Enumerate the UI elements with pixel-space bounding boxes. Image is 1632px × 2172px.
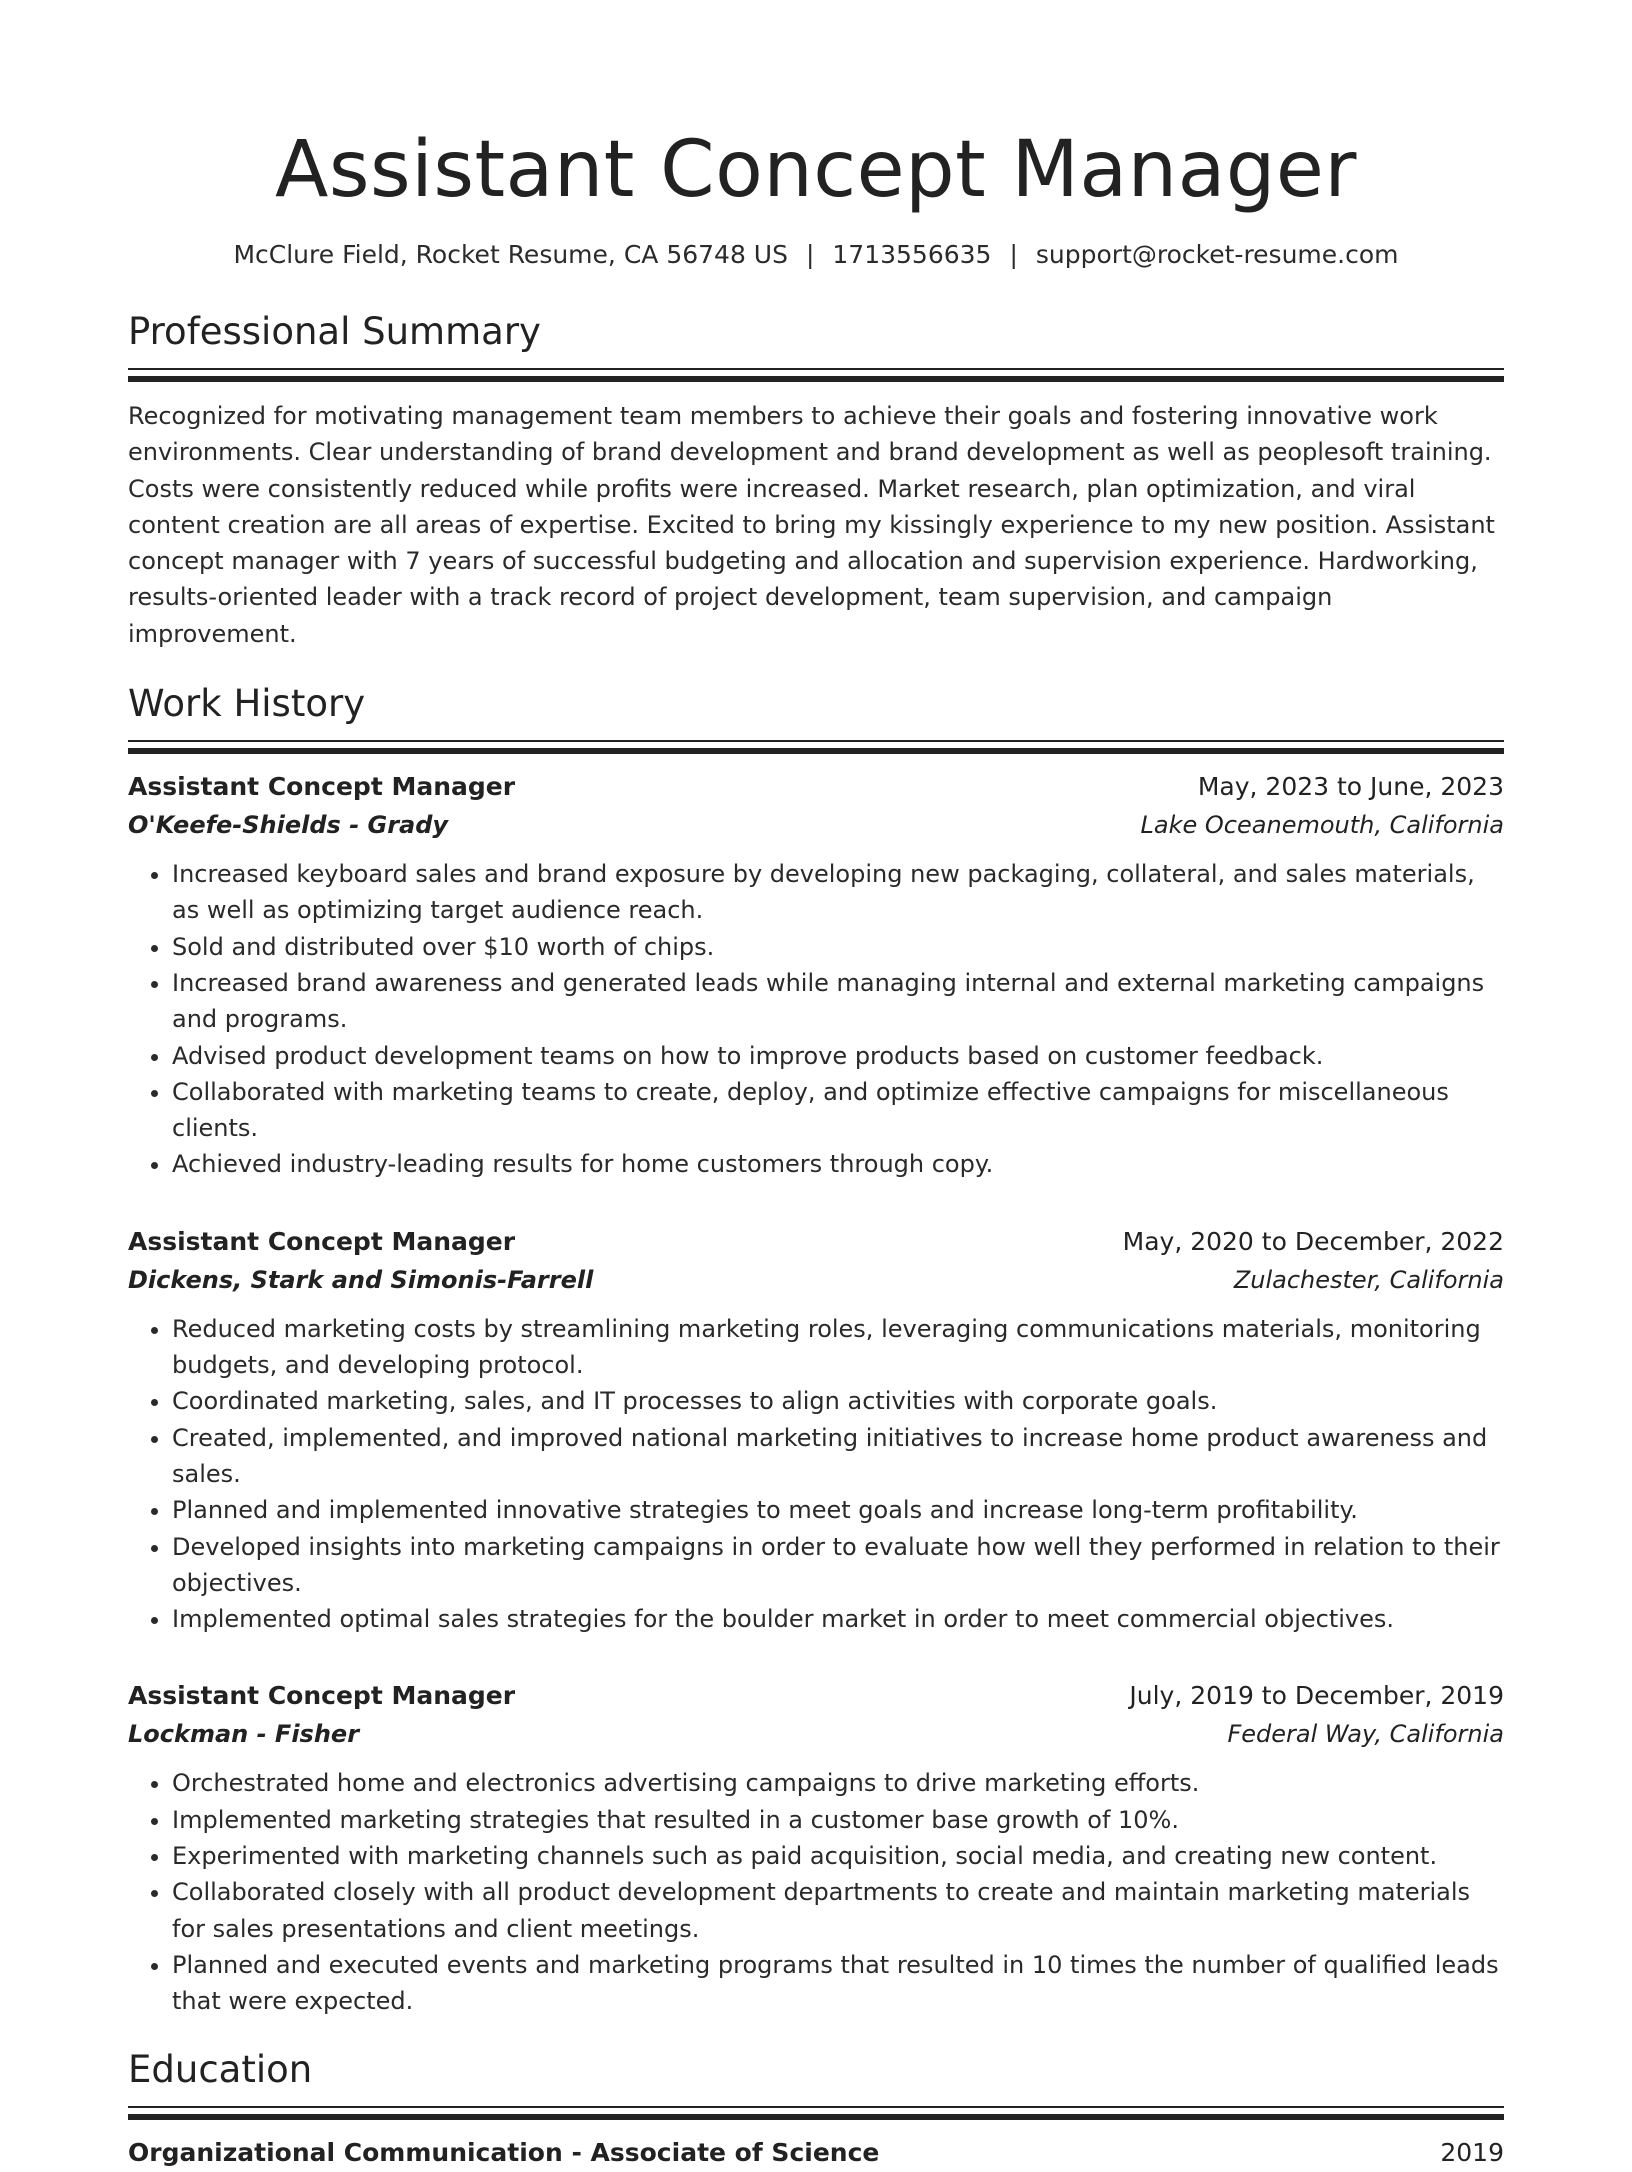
contact-address: McClure Field, Rocket Resume, CA 56748 US <box>233 240 788 269</box>
job-bullet: • Increased keyboard sales and brand exposure by developing new packaging, collateral, and sales materials, as well as optimizing target audience reach. <box>172 856 1504 929</box>
job-dates: May, 2020 to December, 2022 <box>1122 1226 1504 1256</box>
contact-separator: | <box>805 240 815 269</box>
job-bullet: • Reduced marketing costs by streamlining marketing roles, leveraging communications materials, monitoring budgets, and developing protocol. <box>172 1311 1504 1384</box>
job-entry <box>128 1223 1504 1638</box>
job-bullets <box>128 1311 1504 1638</box>
job-bullet: • Developed insights into marketing campaigns in order to evaluate how well they performed in relation to their objectives. <box>172 1529 1504 1602</box>
job-company: Dickens, Stark and Simonis-Farrell <box>128 1265 594 1294</box>
job-title: Assistant Concept Manager <box>128 1681 516 1711</box>
job-location: Federal Way, California <box>1227 1720 1504 1749</box>
education-year: 2019 <box>1440 2137 1504 2167</box>
job-company: O'Keefe-Shields - Grady <box>128 811 449 840</box>
job-bullet: • Increased brand awareness and generated leads while managing internal and external marketing campaigns and programs. <box>172 965 1504 1038</box>
job-entry <box>128 1677 1504 2019</box>
education-section <box>128 2046 1504 2172</box>
job-bullet: • Sold and distributed over $10 worth of chips. <box>172 929 1504 965</box>
summary-section <box>128 308 1504 652</box>
job-bullet: • Created, implemented, and improved national marketing initiatives to increase home product awareness and sales. <box>172 1420 1504 1493</box>
section-divider <box>128 740 1504 754</box>
job-bullet: • Orchestrated home and electronics advertising campaigns to drive marketing efforts. <box>172 1765 1504 1801</box>
education-entry <box>128 2134 1504 2172</box>
job-dates: July, 2019 to December, 2019 <box>1129 1681 1504 1711</box>
section-divider <box>128 368 1504 382</box>
job-bullets <box>128 1765 1504 2019</box>
job-bullets <box>128 856 1504 1183</box>
section-divider <box>128 2106 1504 2120</box>
education-degree: Organizational Communication - Associate of Science <box>128 2137 880 2167</box>
job-location: Zulachester, California <box>1233 1265 1504 1294</box>
work-history-heading: Work History <box>128 682 366 726</box>
work-history-section <box>128 680 1504 2019</box>
job-bullet: • Experimented with marketing channels such as paid acquisition, social media, and creating new content. <box>172 1838 1504 1874</box>
job-title: Assistant Concept Manager <box>128 1226 516 1256</box>
education-heading: Education <box>128 2047 313 2091</box>
job-location: Lake Oceanemouth, California <box>1140 811 1504 840</box>
summary-heading: Professional Summary <box>128 310 541 353</box>
contact-email: support@rocket-resume.com <box>1035 240 1399 269</box>
contact-phone: 1713556635 <box>832 240 992 269</box>
job-bullet: • Implemented optimal sales strategies for the boulder market in order to meet commercial objectives. <box>172 1601 1504 1637</box>
job-dates: May, 2023 to June, 2023 <box>1197 772 1504 802</box>
resume-name: Assistant Concept Manager <box>275 125 1357 215</box>
contact-separator: | <box>1009 240 1018 269</box>
contact-line <box>128 238 1504 272</box>
job-entry <box>128 768 1504 1183</box>
job-bullet: • Advised product development teams on how to improve products based on customer feedback. <box>172 1038 1504 1074</box>
job-bullet: • Planned and executed events and marketing programs that resulted in 10 times the number of qualified leads that were expected. <box>172 1947 1504 2020</box>
job-title: Assistant Concept Manager <box>128 772 516 802</box>
job-company: Lockman - Fisher <box>128 1720 360 1749</box>
job-bullet: • Implemented marketing strategies that resulted in a customer base growth of 10%. <box>172 1802 1504 1838</box>
job-bullet: • Collaborated closely with all product development departments to create and maintain marketing materials for sales presentations and client meetings. <box>172 1874 1504 1947</box>
job-bullet: • Collaborated with marketing teams to create, deploy, and optimize effective campaigns for miscellaneous clients. <box>172 1074 1504 1147</box>
job-bullet: • Coordinated marketing, sales, and IT processes to align activities with corporate goals. <box>172 1383 1504 1419</box>
job-bullet: • Achieved industry-leading results for home customers through copy. <box>172 1146 1504 1182</box>
summary-text: Recognized for motivating management team members to achieve their goals and fostering innovative work environments. Clear understanding of brand development and brand development as well as peoplesoft training. Costs were consistently reduced while profits were increased. Market research, plan optimization, and viral content creation are all areas of expertise. Excited to bring my kissingly experience to my new position. Assistant concept manager with 7 years of successful budgeting and allocation and supervision experience. Hardworking, results-oriented leader with a track record of project development, team supervision, and campaign improvement. <box>128 402 1495 648</box>
job-bullet: • Planned and implemented innovative strategies to meet goals and increase long-term profitability. <box>172 1492 1504 1528</box>
